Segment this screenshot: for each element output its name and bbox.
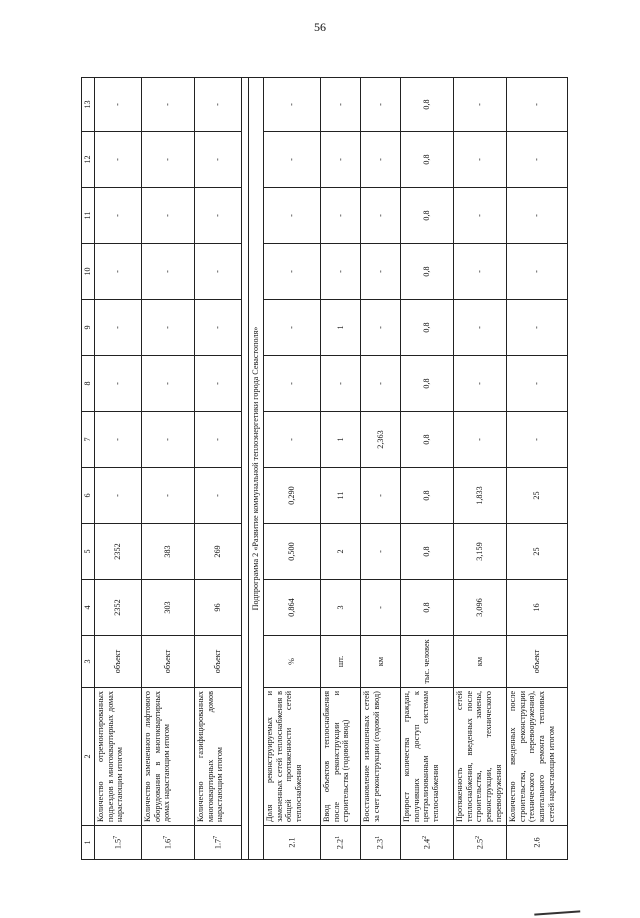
subprogram-title: Подпрограмма 2 «Развитие коммунальной теплоэнергетики города Севастополя» (249, 78, 264, 860)
unit-cell: км (361, 636, 401, 688)
table-row (321, 78, 361, 860)
header-cell: 7 (82, 412, 95, 468)
value-cell: - (95, 356, 142, 412)
value-cell: 0,8 (401, 244, 454, 300)
row-number (195, 826, 242, 860)
spacer-row (242, 78, 249, 860)
value-cell: - (321, 132, 361, 188)
value-cell: - (454, 78, 507, 132)
value-cell: - (361, 468, 401, 524)
value-cell: 25 (507, 468, 568, 524)
value-cell: - (142, 300, 195, 356)
row-number-text: 1.5 (113, 838, 123, 850)
value-cell: 269 (195, 524, 242, 580)
value-cell: - (142, 356, 195, 412)
value-cell: - (454, 412, 507, 468)
row-number (321, 826, 361, 860)
value-cell: - (321, 244, 361, 300)
value-cell: - (507, 356, 568, 412)
value-cell: - (264, 356, 321, 412)
header-row (82, 78, 95, 860)
row-number (142, 826, 195, 860)
value-cell: - (264, 78, 321, 132)
indicator-name: Прирост количества граждан, получивших доступ к централизованным системам теплоснабжения (401, 688, 454, 826)
header-cell: 1 (82, 826, 95, 860)
value-cell: - (321, 188, 361, 244)
value-cell: - (507, 300, 568, 356)
value-cell: - (95, 244, 142, 300)
value-cell: - (454, 132, 507, 188)
value-cell: - (361, 132, 401, 188)
spacer-cell (242, 78, 249, 860)
value-cell: 383 (142, 524, 195, 580)
header-cell: 8 (82, 356, 95, 412)
value-cell: - (142, 78, 195, 132)
value-cell: - (142, 468, 195, 524)
value-cell: 2352 (95, 580, 142, 636)
subprogram-row (249, 78, 264, 860)
value-cell: 16 (507, 580, 568, 636)
value-cell: - (195, 188, 242, 244)
unit-cell: тыс. человек (401, 636, 454, 688)
value-cell: - (195, 78, 242, 132)
value-cell: 3,159 (454, 524, 507, 580)
unit-cell: объект (95, 636, 142, 688)
row-number (401, 826, 454, 860)
header-cell: 11 (82, 188, 95, 244)
row-number-text: 2.2 (336, 838, 346, 850)
value-cell: - (142, 188, 195, 244)
unit-cell: объект (507, 636, 568, 688)
value-cell: - (195, 300, 242, 356)
value-cell: 25 (507, 524, 568, 580)
table-row (401, 78, 454, 860)
value-cell: 0,8 (401, 580, 454, 636)
value-cell: - (142, 244, 195, 300)
value-cell: 2 (321, 524, 361, 580)
indicator-name: Количество отремонтированных подъездов в многоквартирных домах нарастающим итогом (95, 688, 142, 826)
row-number (95, 826, 142, 860)
header-cell: 10 (82, 244, 95, 300)
value-cell: - (95, 188, 142, 244)
value-cell: - (195, 412, 242, 468)
unit-cell: объект (142, 636, 195, 688)
table-row (507, 78, 568, 860)
value-cell: - (195, 244, 242, 300)
row-number-text: 2.5 (475, 838, 485, 850)
header-cell: 2 (82, 688, 95, 826)
unit-cell: шт. (321, 636, 361, 688)
value-cell: - (361, 524, 401, 580)
row-number-text: 2.6 (532, 837, 542, 848)
value-cell: - (454, 300, 507, 356)
value-cell: - (95, 412, 142, 468)
header-cell: 9 (82, 300, 95, 356)
table-row (195, 78, 242, 860)
value-cell: - (361, 356, 401, 412)
indicator-name: Количество замененного лифтового оборудования в многоквартирных домах нарастающим итогом (142, 688, 195, 826)
row-number-text: 1.6 (163, 838, 173, 850)
table-row (95, 78, 142, 860)
value-cell: - (321, 356, 361, 412)
row-number-text: 2.3 (376, 838, 386, 850)
value-cell: - (264, 188, 321, 244)
value-cell: - (361, 78, 401, 132)
row-number-superscript: 1 (335, 835, 342, 839)
value-cell: 96 (195, 580, 242, 636)
value-cell: - (361, 580, 401, 636)
table-body (82, 78, 568, 860)
value-cell: 0,290 (264, 468, 321, 524)
value-cell: - (142, 132, 195, 188)
value-cell: 0,500 (264, 524, 321, 580)
value-cell: 3,096 (454, 580, 507, 636)
value-cell: - (454, 356, 507, 412)
value-cell: - (321, 78, 361, 132)
row-number-superscript: 7 (212, 835, 219, 839)
table-wrapper (81, 78, 556, 860)
value-cell: 0,8 (401, 468, 454, 524)
unit-cell: объект (195, 636, 242, 688)
header-cell: 13 (82, 78, 95, 132)
value-cell: - (195, 132, 242, 188)
table-row (142, 78, 195, 860)
value-cell: - (507, 412, 568, 468)
unit-cell: % (264, 636, 321, 688)
value-cell: - (507, 78, 568, 132)
value-cell: 0,864 (264, 580, 321, 636)
value-cell: 303 (142, 580, 195, 636)
value-cell: - (361, 244, 401, 300)
value-cell: - (95, 300, 142, 356)
value-cell: 11 (321, 468, 361, 524)
value-cell: - (507, 244, 568, 300)
value-cell: 0,8 (401, 132, 454, 188)
header-cell: 6 (82, 468, 95, 524)
row-number (264, 826, 321, 860)
indicator-name: Протяженность сетей теплоснабжения, введенных после строительства, замены, реконструкции, технического перевооружения (454, 688, 507, 826)
value-cell: 0,8 (401, 300, 454, 356)
row-number-text: 2.1 (287, 837, 297, 848)
row-number (507, 826, 568, 860)
row-number-superscript: 7 (112, 835, 119, 839)
rotated-table-area (81, 78, 556, 860)
value-cell: - (142, 412, 195, 468)
table-row (454, 78, 507, 860)
table-row (264, 78, 321, 860)
value-cell: 1,833 (454, 468, 507, 524)
value-cell: - (264, 300, 321, 356)
indicator-name: Ввод объектов теплоснабжения после реконструкции и строительства (годовой ввод) (321, 688, 361, 826)
value-cell: 1 (321, 412, 361, 468)
header-cell: 12 (82, 132, 95, 188)
stamp-mark (534, 902, 581, 915)
row-number-superscript: 2 (421, 835, 428, 839)
indicator-name: Количество газифицированных многоквартирных домов нарастающим итогом (195, 688, 242, 826)
unit-cell: км (454, 636, 507, 688)
value-cell: - (264, 412, 321, 468)
row-number-superscript: 2 (474, 835, 481, 839)
value-cell: - (361, 188, 401, 244)
row-number-text: 2.4 (422, 838, 432, 850)
page-number: 56 (314, 20, 326, 34)
value-cell: - (264, 132, 321, 188)
row-number-superscript: 7 (162, 835, 169, 839)
value-cell: 1 (321, 300, 361, 356)
value-cell: 0,8 (401, 412, 454, 468)
value-cell: - (95, 132, 142, 188)
value-cell: - (95, 78, 142, 132)
value-cell: 0,8 (401, 188, 454, 244)
value-cell: - (195, 468, 242, 524)
value-cell: - (95, 468, 142, 524)
header-cell: 4 (82, 580, 95, 636)
value-cell: 3 (321, 580, 361, 636)
indicators-table (81, 77, 568, 860)
value-cell: 2,363 (361, 412, 401, 468)
header-cell: 5 (82, 524, 95, 580)
indicator-name: Количество введенных после строительства, реконструкции (технического перевооружения), капитального ремонта тепловых сетей нарастающим итогом (507, 688, 568, 826)
row-number-superscript: 1 (375, 835, 382, 839)
table-row (361, 78, 401, 860)
value-cell: - (454, 188, 507, 244)
value-cell: - (507, 188, 568, 244)
indicator-name: Доля реконструируемых и замененных сетей теплоснабжения в общей протяженности сетей теплоснабжения (264, 688, 321, 826)
value-cell: - (264, 244, 321, 300)
row-number-text: 1.7 (213, 838, 223, 850)
value-cell: 0,8 (401, 524, 454, 580)
value-cell: 0,8 (401, 78, 454, 132)
header-cell: 3 (82, 636, 95, 688)
indicator-name: Восстановление изношенных сетей за счет реконструкции (годовой ввод) (361, 688, 401, 826)
value-cell: - (195, 356, 242, 412)
value-cell: 0,8 (401, 356, 454, 412)
row-number (454, 826, 507, 860)
value-cell: - (361, 300, 401, 356)
value-cell: - (454, 244, 507, 300)
value-cell: - (507, 132, 568, 188)
row-number (361, 826, 401, 860)
value-cell: 2352 (95, 524, 142, 580)
